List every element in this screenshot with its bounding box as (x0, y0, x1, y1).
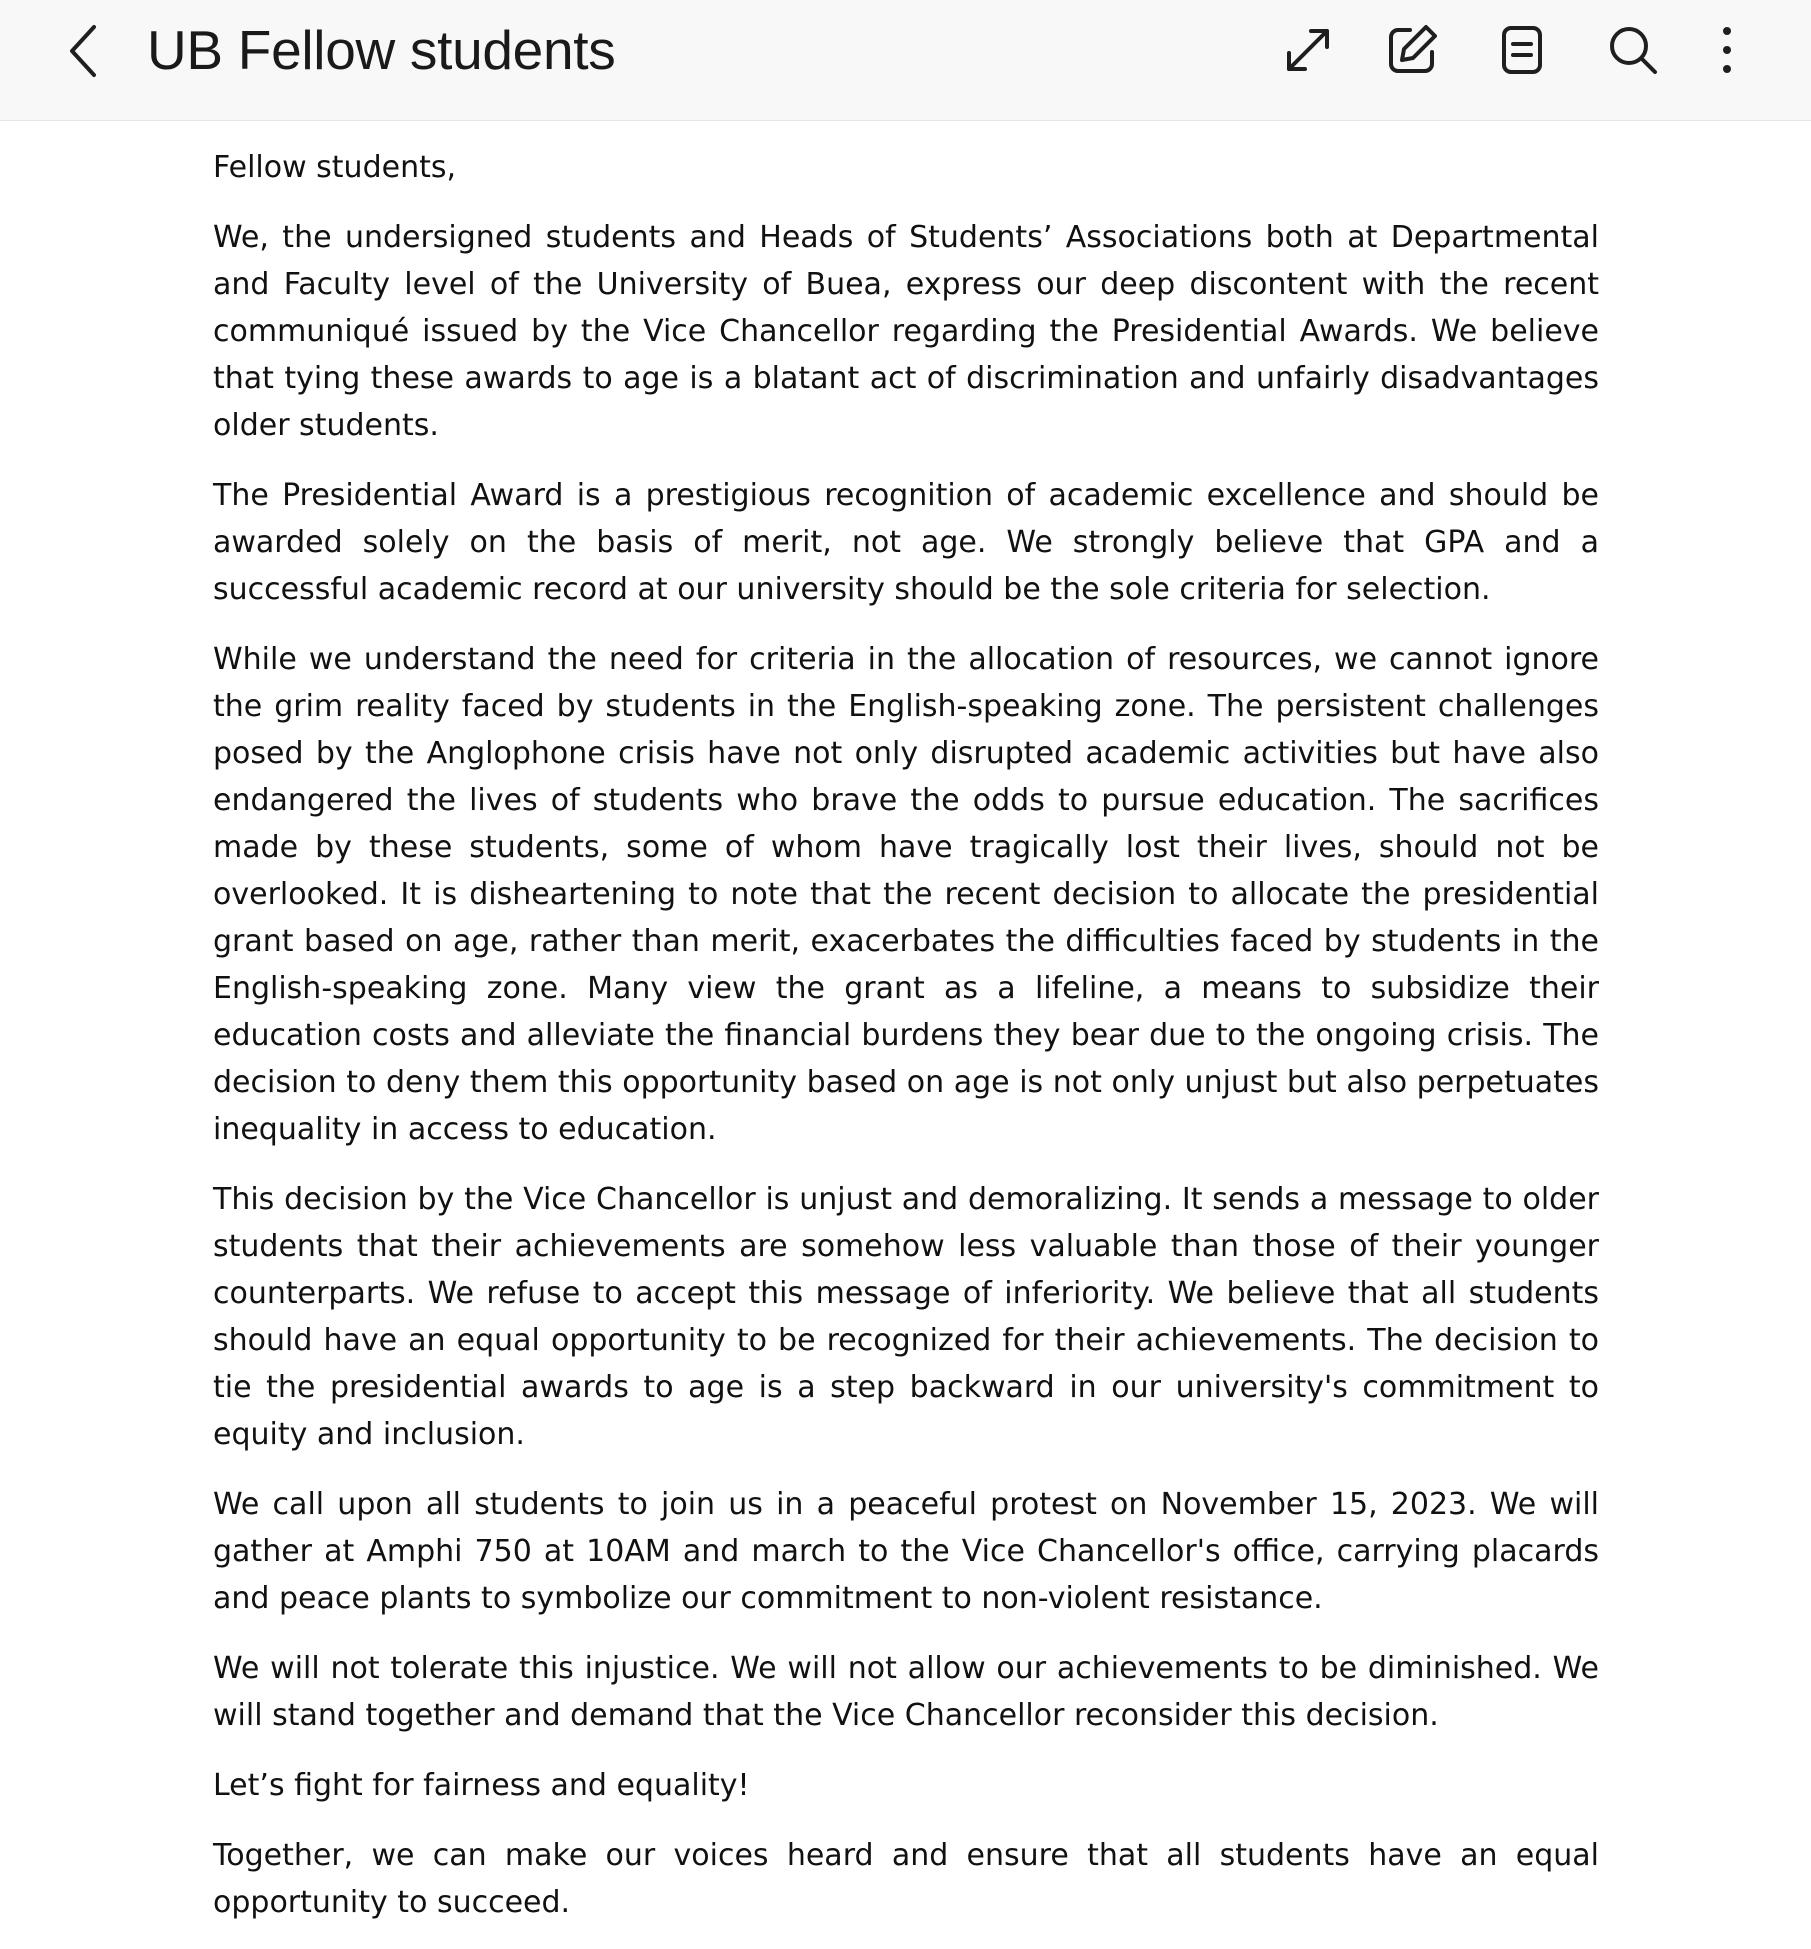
search-icon (1605, 22, 1661, 78)
document-body (213, 144, 1599, 1949)
paragraph-3: While we understand the need for criteria in the allocation of resources, we cannot ignore the grim reality faced by students in the English-speaking zone. The persistent challenges posed by the Anglophone crisis have not only disrupted academic activities but have also endangered the lives of students who brave the odds to pursue education. The sacrifices made by these students, some of whom have tragically lost their lives, should not be overlooked. It is disheartening to note that the recent decision to allocate the presidential grant based on age, rather than merit, exacerbates the difficulties faced by students in the English-speaking zone. Many view the grant as a lifeline, a means to subsidize their education costs and alleviate the financial burdens they bear due to the ongoing crisis. The decision to deny them this opportunity based on age is not only unjust but also perpetuates inequality in access to education. (213, 642, 1599, 1147)
paragraph-6: We will not tolerate this injustice. We will not allow our achievements to be diminished. We will stand together and demand that the Vice Chancellor reconsider this decision. (213, 1651, 1599, 1733)
reading-mode-button[interactable] (1486, 14, 1558, 86)
edit-pencil-icon (1384, 22, 1440, 78)
edit-button[interactable] (1376, 14, 1448, 86)
paragraph-7: Let’s fight for fairness and equality! (213, 1768, 750, 1803)
paragraph-2: The Presidential Award is a prestigious recognition of academic excellence and should be awarded solely on the basis of merit, not age. We strongly believe that GPA and a successful academic record at our university should be the sole criteria for selection. (213, 478, 1599, 607)
reading-mode-icon (1494, 22, 1550, 78)
paragraph-4: This decision by the Vice Chancellor is unjust and demoralizing. It sends a message to older students that their achievements are somehow less valuable than those of their younger counterparts. We refuse to accept this message of inferiority. We believe that all students should have an equal opportunity to be recognized for their achievements. The decision to tie the presidential awards to age is a step backward in our university's commitment to equity and inclusion. (213, 1182, 1599, 1452)
greeting: Fellow students, (213, 150, 457, 185)
app-bar (0, 0, 1811, 121)
search-button[interactable] (1597, 14, 1669, 86)
chevron-left-icon (66, 23, 100, 79)
back-button[interactable] (56, 18, 110, 84)
paragraph-1: We, the undersigned students and Heads of Students’ Associations both at Departmental and Faculty level of the University of Buea, express our deep discontent with the recent communiqué issued by the Vice Chancellor regarding the Presidential Awards. We believe that tying these awards to age is a blatant act of discrimination and unfairly disadvantages older students. (213, 220, 1599, 443)
paragraph-5: We call upon all students to join us in a peaceful protest on November 15, 2023. We will gather at Amphi 750 at 10AM and march to the Vice Chancellor's office, carrying placards and peace plants to symbolize our commitment to non-violent resistance. (213, 1487, 1599, 1616)
expand-arrows-icon (1280, 22, 1336, 78)
expand-button[interactable] (1272, 14, 1344, 86)
page-title: UB Fellow students (147, 19, 616, 81)
paragraph-8: Together, we can make our voices heard and ensure that all students have an equal opportunity to succeed. (213, 1838, 1599, 1920)
more-vertical-icon (1699, 22, 1755, 78)
more-options-button[interactable] (1691, 14, 1763, 86)
